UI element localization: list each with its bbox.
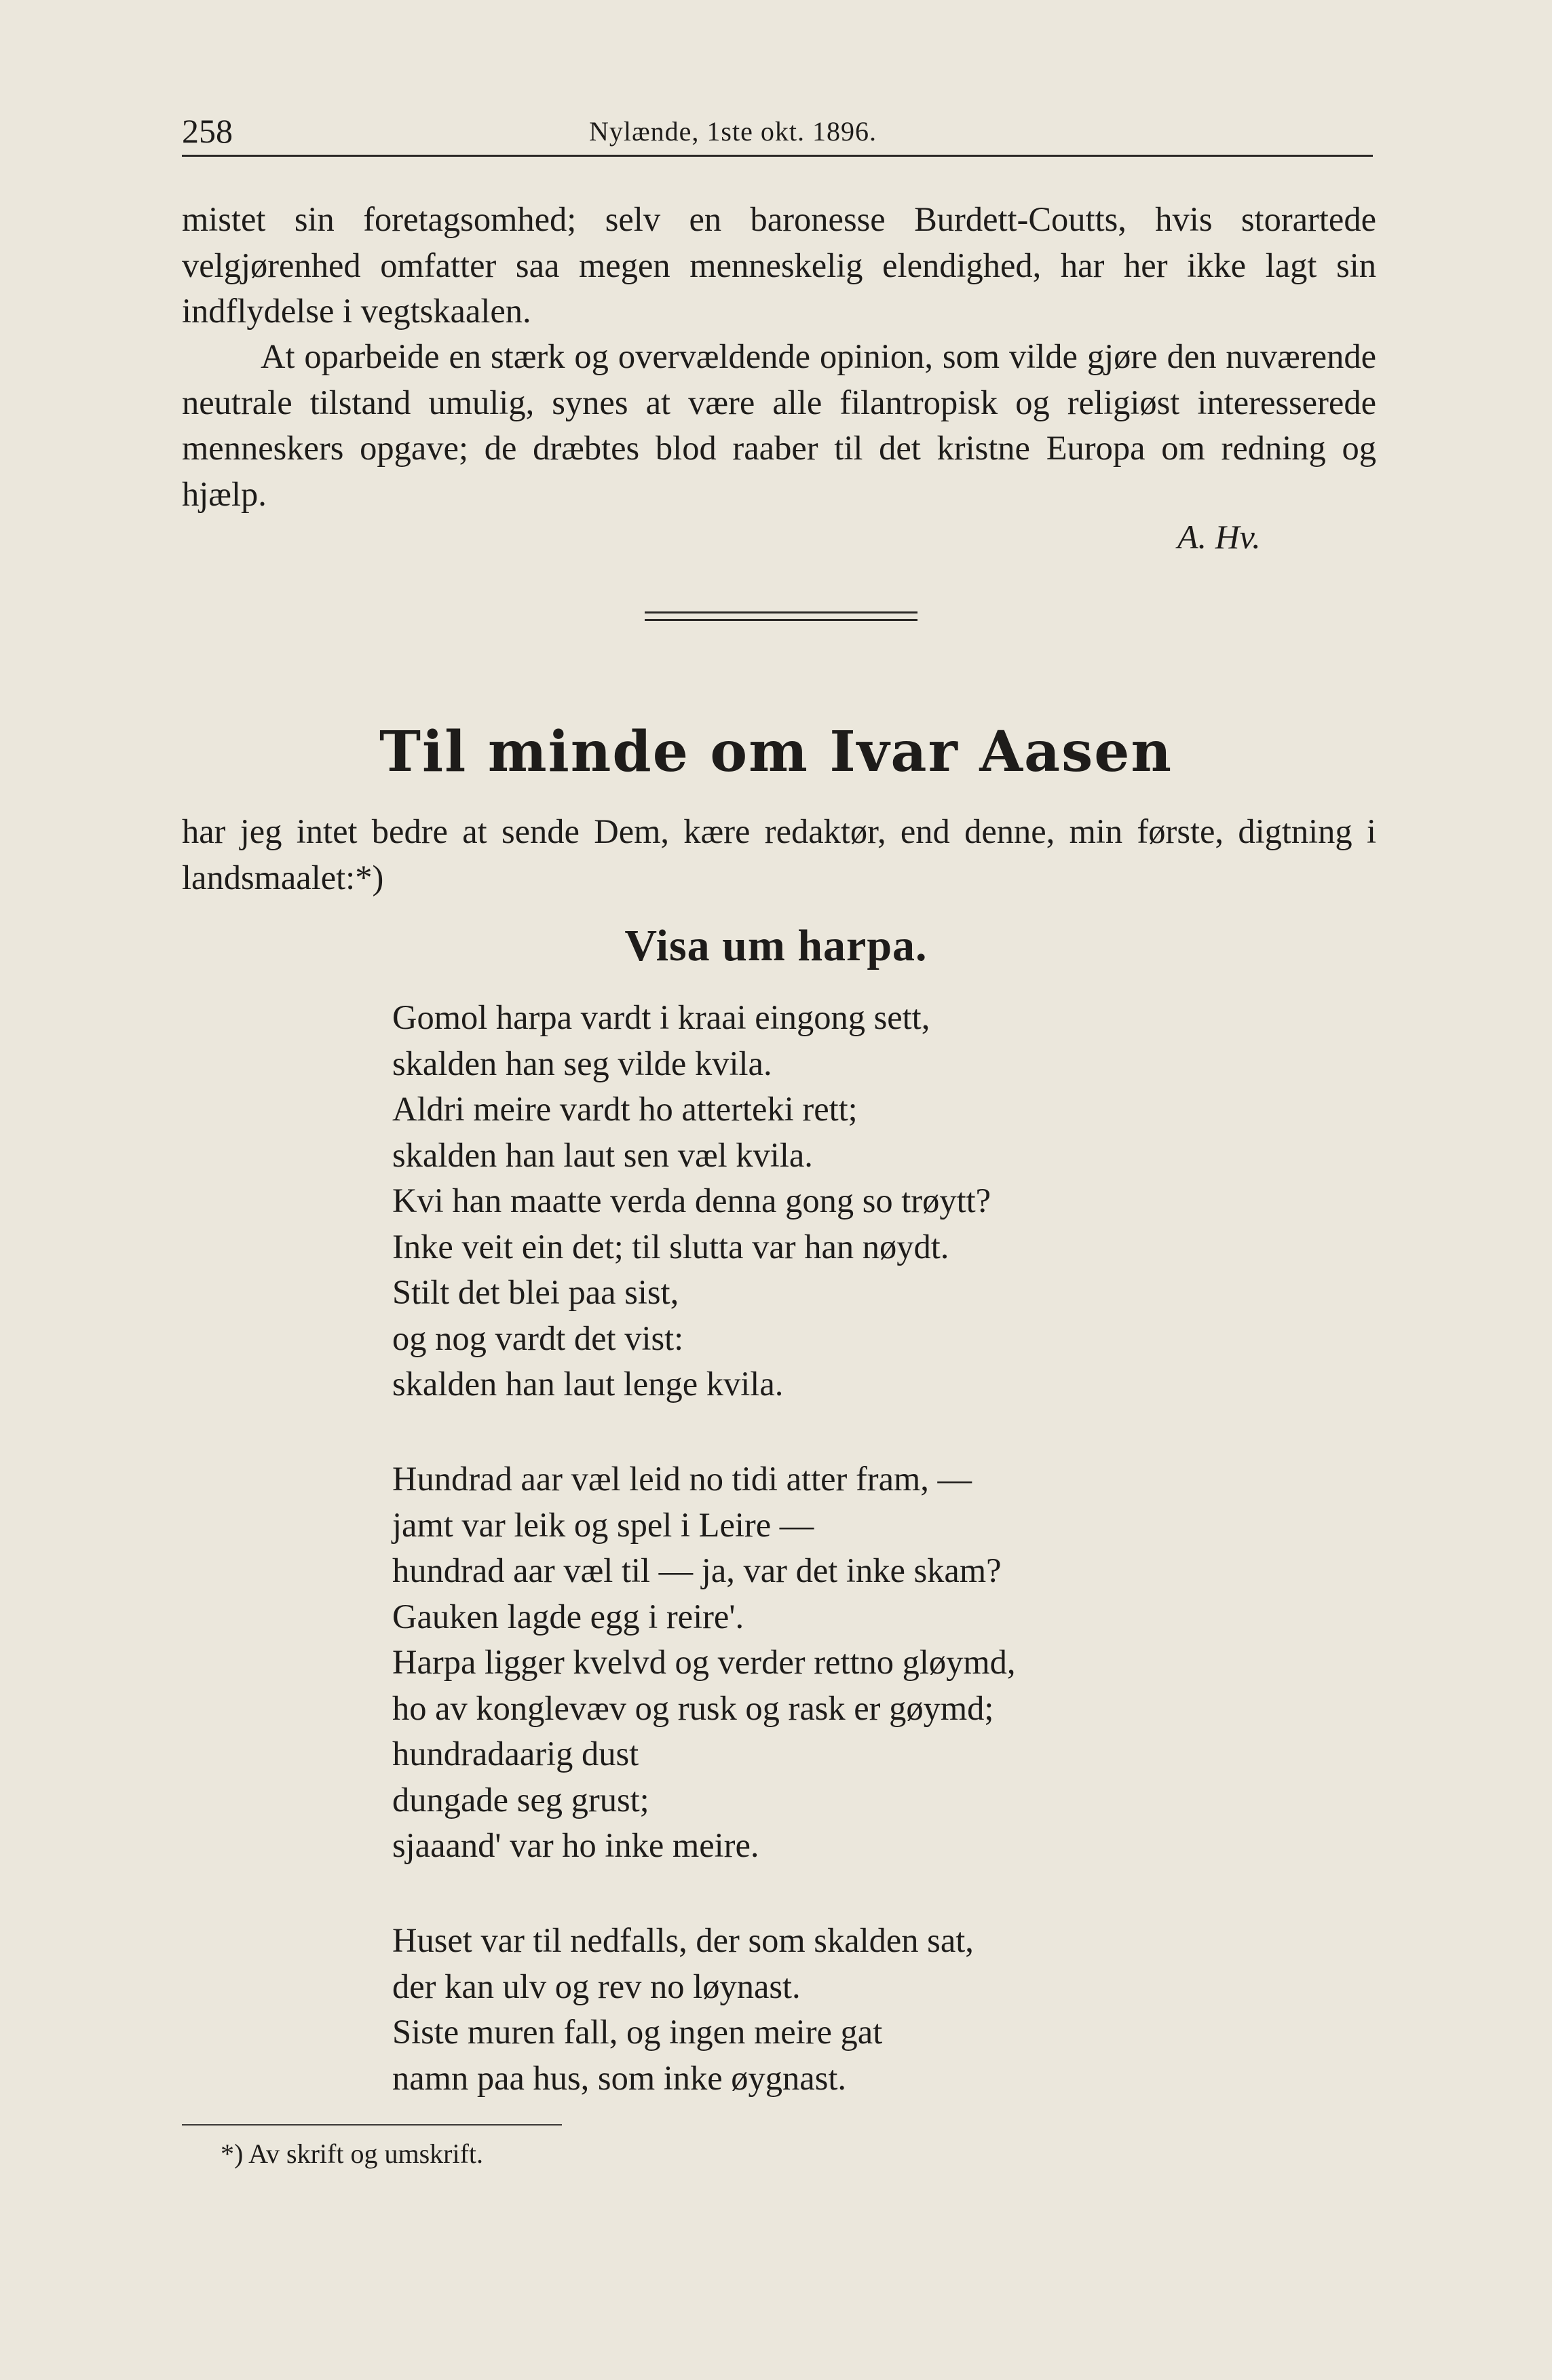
page-header bbox=[182, 103, 1373, 157]
footnote-rule bbox=[182, 2124, 562, 2126]
page-number: 258 bbox=[182, 112, 233, 150]
poem-line: hundrad aar væl til — ja, var det inke skam? bbox=[392, 1551, 1002, 1589]
poem-line: Stilt det blei paa sist, bbox=[392, 1273, 679, 1311]
poem-line: skalden han seg vilde kvila. bbox=[392, 1044, 772, 1082]
poem-line: der kan ulv og rev no løynast. bbox=[392, 1967, 801, 2005]
article-signature: A. Hv. bbox=[1177, 518, 1261, 556]
poem-stanza bbox=[392, 1456, 1016, 1869]
poem-line: Harpa ligger kvelvd og verder rettno gløymd, bbox=[392, 1643, 1016, 1681]
footnote: *) Av skrift og umskrift. bbox=[221, 2138, 484, 2169]
poem-line: sjaaand' var ho inke meire. bbox=[392, 1826, 759, 1864]
poem-line: dungade seg grust; bbox=[392, 1780, 649, 1819]
poem-line: hundradaarig dust bbox=[392, 1735, 639, 1773]
poem-title: Visa um harpa. bbox=[624, 921, 928, 970]
poem-line: Kvi han maatte verda denna gong so trøytt? bbox=[392, 1182, 991, 1220]
poem-line: Gauken lagde egg i reire'. bbox=[392, 1597, 744, 1636]
poem-line: Siste muren fall, og ingen meire gat bbox=[392, 2013, 883, 2051]
section-title: Til minde om Ivar Aasen bbox=[379, 719, 1173, 785]
poem-line: skalden han laut sen væl kvila. bbox=[392, 1135, 813, 1174]
poem-stanza bbox=[392, 1918, 974, 2101]
poem-line: jamt var leik og spel i Leire — bbox=[392, 1505, 814, 1544]
running-head: Nylænde, 1ste okt. 1896. bbox=[589, 116, 877, 147]
section-intro: har jeg intet bedre at sende Dem, kære redaktør, end denne, min første, digtning i landsmaalet:*) bbox=[182, 812, 1376, 896]
header-rule bbox=[182, 155, 1373, 157]
poem-line: og nog vardt det vist: bbox=[392, 1319, 684, 1357]
poem-line: Inke veit ein det; til slutta var han nøydt. bbox=[392, 1227, 949, 1266]
article-paragraph: At oparbeide en stærk og overvældende opinion, som vilde gjøre den nuværende neutrale tilstand umulig, synes at være alle filantropisk og religiøst interesserede menneskers opgave; de dræbtes blod raaber til det kristne Europa om redning og hjælp. bbox=[182, 337, 1376, 513]
poem-line: namn paa hus, som inke øygnast. bbox=[392, 2058, 847, 2097]
article-paragraph: mistet sin foretagsomhed; selv en baronesse Burdett-Coutts, hvis storartede velgjørenhed omfatter saa megen menneskelig elendighed, har her ikke lagt sin indflydelse i vegtskaalen. bbox=[182, 200, 1376, 330]
section-divider bbox=[645, 611, 917, 613]
poem-stanza bbox=[392, 995, 991, 1408]
poem-line: ho av konglevæv og rusk og rask er gøymd; bbox=[392, 1688, 994, 1727]
poem-line: Aldri meire vardt ho atterteki rett; bbox=[392, 1090, 858, 1128]
poem-line: Gomol harpa vardt i kraai eingong sett, bbox=[392, 998, 930, 1036]
poem-line: Hundrad aar væl leid no tidi atter fram, — bbox=[392, 1460, 972, 1498]
poem-line: skalden han laut lenge kvila. bbox=[392, 1365, 784, 1403]
section-divider bbox=[645, 619, 917, 621]
poem-line: Huset var til nedfalls, der som skalden sat, bbox=[392, 1921, 974, 1959]
